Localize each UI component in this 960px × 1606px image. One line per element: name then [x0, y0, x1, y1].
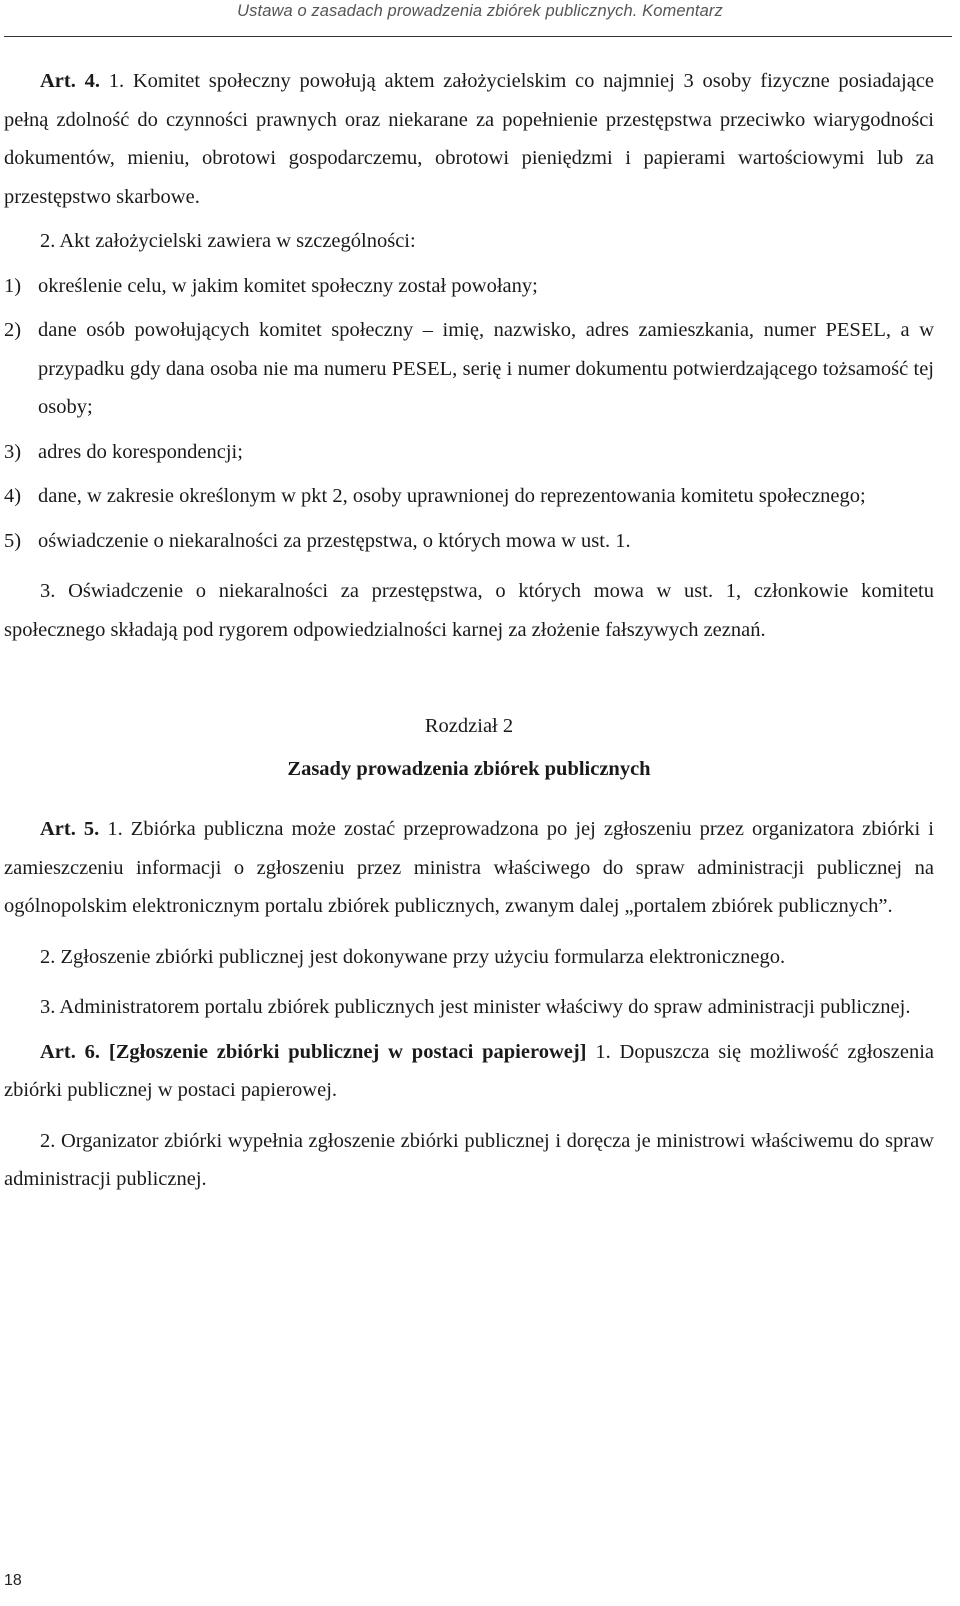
art5-paragraph-3: 3. Administratorem portalu zbiórek publicznych jest minister właściwy do spraw administracji publicznej. [40, 996, 911, 1018]
list-item-number: 4) [4, 485, 22, 507]
chapter-title: Zasady prowadzenia zbiórek publicznych [287, 757, 651, 780]
list-item-number: 2) [4, 319, 22, 341]
list-item-number: 5) [4, 529, 22, 552]
page-body [4, 62, 934, 1199]
art4-label: Art. 4. [40, 70, 100, 92]
art6-label: Art. 6. [40, 1040, 101, 1063]
list-item-text: dane osób powołujących komitet społeczny – imię, nazwisko, adres zamieszkania, numer PESEL, a w przypadku gdy dana osoba nie ma numeru PESEL, serię i numer dokumentu potwierdzającego tożsamość tej osoby; [38, 319, 934, 418]
list-item-number: 3) [4, 440, 22, 463]
art5-paragraph-2: 2. Zgłoszenie zbiórki publicznej jest dokonywane przy użyciu formularza elektronicznego. [40, 945, 786, 968]
list-item-text: adres do korespondencji; [38, 440, 243, 463]
art4-paragraph-3: 3. Oświadczenie o niekaralności za przestępstwa, o których mowa w ust. 1, członkowie komitetu społecznego składają pod rygorem odpowiedzialności karnej za złożenie fałszywych zeznań. [4, 580, 934, 641]
running-header: Ustawa o zasadach prowadzenia zbiórek publicznych. Komentarz [237, 2, 723, 20]
header-rule [4, 36, 952, 37]
list-item-text: dane, w zakresie określonym w pkt 2, osoby uprawnionej do reprezentowania komitetu społecznego; [38, 485, 866, 507]
art5-paragraph-1 [4, 810, 934, 926]
art6-heading: [Zgłoszenie zbiórki publicznej w postaci papierowej] [108, 1040, 587, 1063]
list-item [4, 477, 934, 516]
art4-p1-text: 1. Komitet społeczny powołują aktem założycielskim co najmniej 3 osoby fizyczne posiadające pełną zdolność do czynności prawnych oraz niekarane za popełnienie przestępstwa przeciwko wiarygodności dokumentów, mieniu, obrotowi gospodarczemu, obrotowi pieniędzmi i papierami wartościowymi lub za przestępstwo skarbowe. [4, 70, 935, 208]
art6-paragraph-1 [4, 1033, 934, 1110]
art5-p1-text: 1. Zbiórka publiczna może zostać przeprowadzona po jej zgłoszeniu przez organizatora zbiórki i zamieszczeniu informacji o zgłoszeniu przez ministra właściwego do spraw administracji publicznej na ogólnopolskim elektronicznym portalu zbiórek publicznych, zwanym dalej „portalem zbiórek publicznych”. [4, 818, 934, 917]
list-item [4, 433, 934, 472]
chapter-number: Rozdział 2 [424, 715, 514, 737]
page-number: 18 [4, 1572, 22, 1589]
list-item [4, 522, 934, 561]
art4-paragraph-1 [4, 62, 934, 216]
art6-paragraph-2: 2. Organizator zbiórki wypełnia zgłoszenie zbiórki publicznej i doręcza je ministrowi właściwemu do spraw administracji publicznej. [4, 1129, 934, 1190]
list-item [4, 311, 934, 427]
list-item-number: 1) [4, 274, 22, 297]
list-item-text: określenie celu, w jakim komitet społeczny został powołany; [38, 274, 538, 297]
art6-p1-text: 1. Dopuszcza się możliwość zgłoszenia zbiórki publicznej w postaci papierowej. [4, 1040, 935, 1101]
list-item-text: oświadczenie o niekaralności za przestępstwa, o których mowa w ust. 1. [38, 529, 631, 552]
art4-paragraph-2: 2. Akt założycielski zawiera w szczególności: [40, 230, 416, 252]
art5-label: Art. 5. [40, 818, 100, 840]
list-item [4, 267, 934, 306]
